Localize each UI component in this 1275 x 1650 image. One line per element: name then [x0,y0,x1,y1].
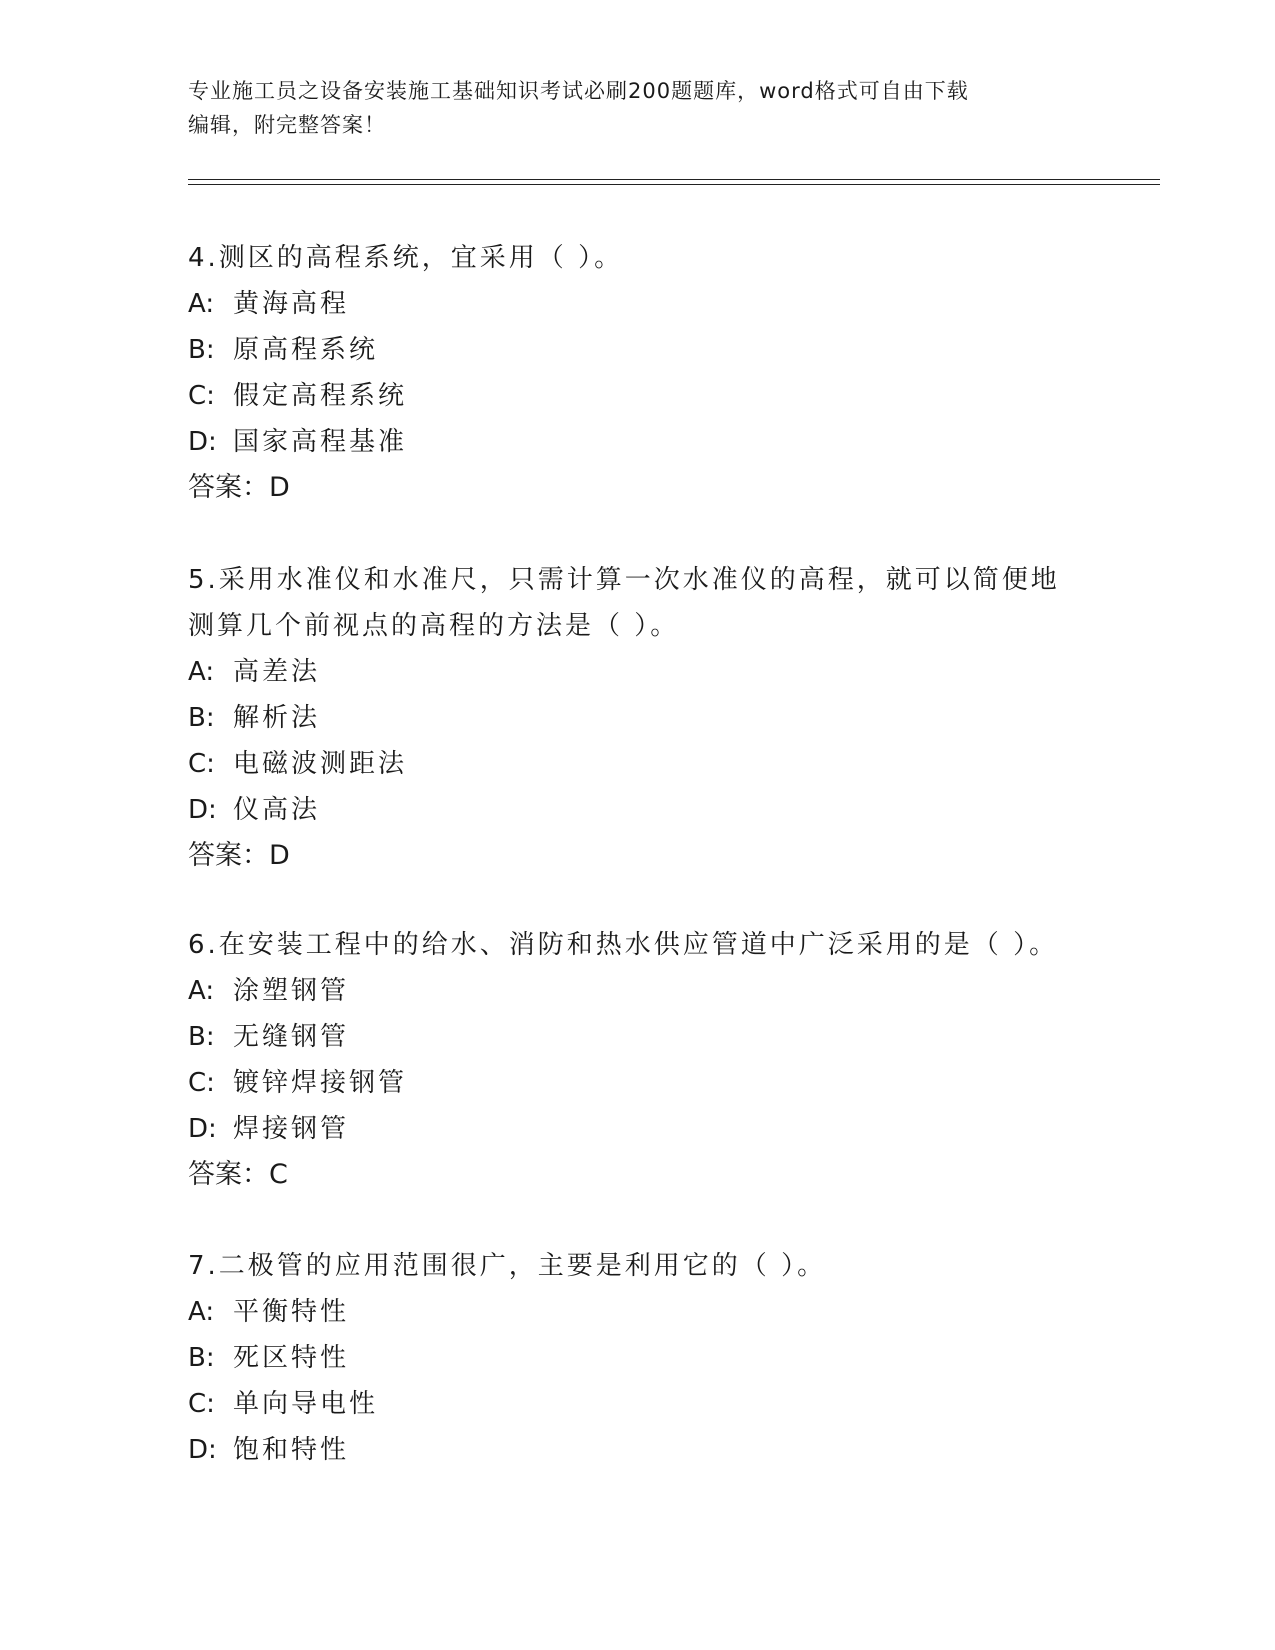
option-letter: C: [188,749,215,779]
option-text: 单向导电性 [233,1389,379,1419]
option-letter: D: [188,427,217,457]
option-c [188,1381,1088,1427]
option-c [188,1060,1088,1106]
option-text: 涂塑钢管 [233,976,350,1006]
question-block [188,557,1088,879]
option-d [188,1427,1088,1473]
option-a [188,281,1088,327]
header-divider-top [188,179,1160,180]
option-text: 黄海高程 [233,289,350,319]
option-letter: D: [188,1114,217,1144]
header-line-2: 编辑，附完整答案！ [188,113,386,137]
option-letter: D: [188,795,217,825]
option-letter: A: [188,289,215,319]
option-letter: A: [188,1297,215,1327]
question-stem-continued: 测算几个前视点的高程的方法是（ ）。 [188,611,680,641]
option-text: 无缝钢管 [233,1022,350,1052]
question-stem: 4.测区的高程系统，宜采用（ ）。 [188,243,624,273]
option-text: 假定高程系统 [233,381,408,411]
option-text: 焊接钢管 [233,1114,350,1144]
option-text: 镀锌焊接钢管 [233,1068,408,1098]
header-line-1: 专业施工员之设备安装施工基础知识考试必刷200题题库，word格式可自由下载 [188,79,969,103]
option-a [188,1289,1088,1335]
question-block [188,922,1088,1198]
option-d [188,419,1088,465]
option-text: 解析法 [233,703,321,733]
option-letter: C: [188,381,215,411]
answer-line: 答案：D [188,840,290,871]
option-text: 电磁波测距法 [233,749,408,779]
option-text: 原高程系统 [233,335,379,365]
option-letter: B: [188,335,215,365]
option-text: 饱和特性 [233,1435,350,1465]
option-letter: D: [188,1435,217,1465]
option-letter: A: [188,657,215,687]
option-letter: B: [188,1343,215,1373]
option-b [188,695,1088,741]
option-letter: C: [188,1389,215,1419]
option-a [188,968,1088,1014]
question-stem: 5.采用水准仪和水准尺，只需计算一次水准仪的高程，就可以简便地 [188,565,1060,595]
option-c [188,741,1088,787]
option-c [188,373,1088,419]
question-stem: 6.在安装工程中的给水、消防和热水供应管道中广泛采用的是（ ）。 [188,930,1059,960]
option-letter: A: [188,976,215,1006]
answer-line: 答案：D [188,472,290,503]
option-text: 仪高法 [233,795,321,825]
question-stem: 7.二极管的应用范围很广，主要是利用它的（ ）。 [188,1251,827,1281]
option-b [188,1335,1088,1381]
option-letter: B: [188,1022,215,1052]
option-letter: B: [188,703,215,733]
option-a [188,649,1088,695]
question-block [188,235,1088,511]
option-b [188,1014,1088,1060]
option-d [188,787,1088,833]
option-text: 国家高程基准 [233,427,408,457]
option-d [188,1106,1088,1152]
answer-line: 答案：C [188,1159,288,1190]
option-letter: C: [188,1068,215,1098]
option-text: 平衡特性 [233,1297,350,1327]
document-header [188,74,1068,142]
header-divider-bottom [188,184,1160,185]
option-text: 死区特性 [233,1343,350,1373]
question-block [188,1243,1088,1473]
option-b [188,327,1088,373]
option-text: 高差法 [233,657,321,687]
